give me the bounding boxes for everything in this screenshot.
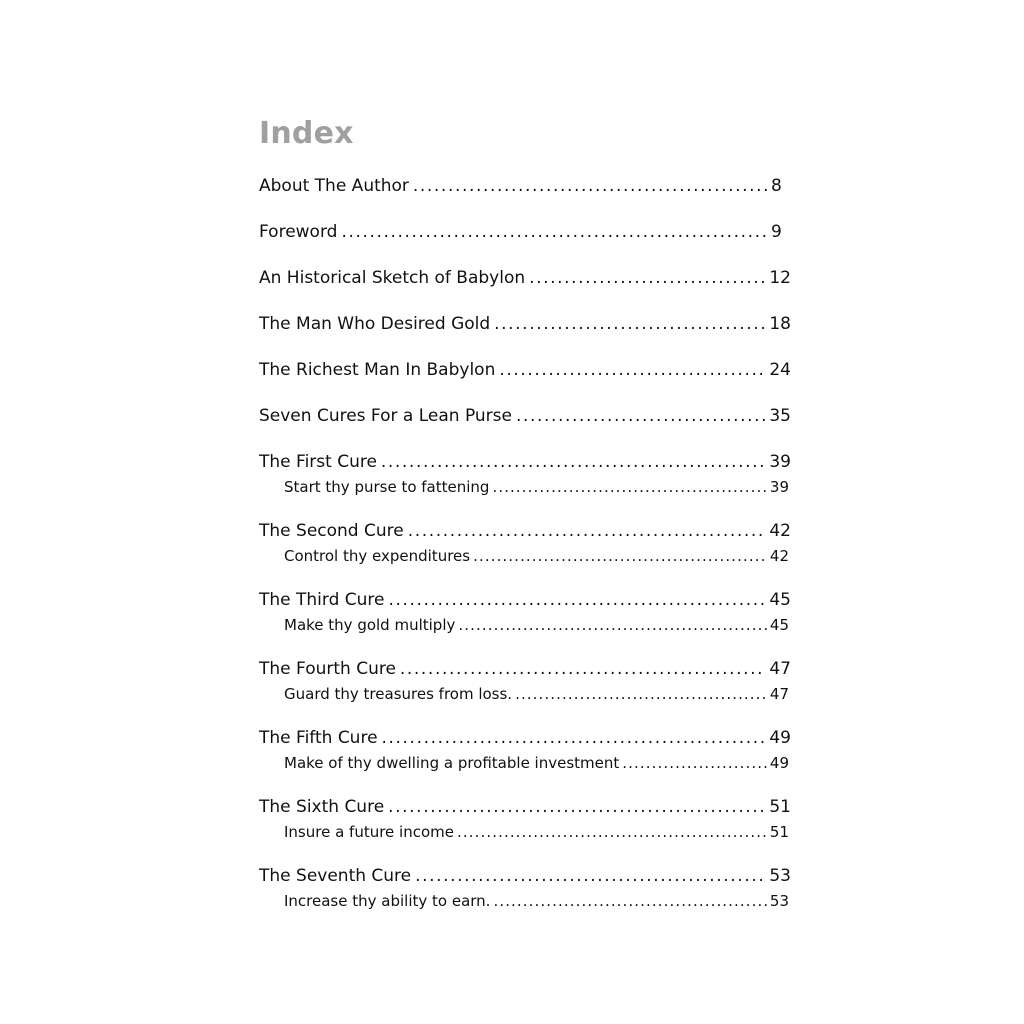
dot-leader bbox=[413, 176, 767, 196]
toc-entry-page: 35 bbox=[769, 406, 791, 426]
dot-leader bbox=[389, 590, 766, 610]
toc-subentry-page: 53 bbox=[769, 892, 789, 910]
toc-entry-label: The Fifth Cure bbox=[259, 728, 378, 748]
dot-leader bbox=[493, 892, 766, 910]
toc-entry bbox=[259, 452, 791, 496]
toc-row[interactable] bbox=[259, 866, 791, 886]
toc-subentry-row[interactable] bbox=[259, 823, 791, 841]
toc-entry-page: 51 bbox=[769, 797, 791, 817]
toc-subentry-label: Guard thy treasures from loss. bbox=[284, 685, 513, 703]
toc-row[interactable] bbox=[259, 222, 791, 242]
toc-entry-page: 18 bbox=[769, 314, 791, 334]
toc-row[interactable] bbox=[259, 314, 791, 334]
dot-leader bbox=[341, 222, 767, 242]
toc-entry-label: The Richest Man In Babylon bbox=[259, 360, 496, 380]
dot-leader bbox=[408, 521, 766, 541]
toc-row[interactable] bbox=[259, 728, 791, 748]
dot-leader bbox=[473, 547, 767, 565]
toc-subentry-row[interactable] bbox=[259, 754, 791, 772]
toc-subentry-row[interactable] bbox=[259, 547, 791, 565]
dot-leader bbox=[381, 452, 765, 472]
toc-row[interactable] bbox=[259, 659, 791, 679]
toc-entry bbox=[259, 268, 791, 288]
dot-leader bbox=[622, 754, 767, 772]
toc-subentry-row[interactable] bbox=[259, 685, 791, 703]
toc-entry bbox=[259, 590, 791, 634]
toc-entry-label: The Seventh Cure bbox=[259, 866, 412, 886]
dot-leader bbox=[400, 659, 765, 679]
toc-row[interactable] bbox=[259, 590, 791, 610]
page-title: Index bbox=[259, 116, 354, 151]
toc-subentry-label: Make thy gold multiply bbox=[284, 616, 456, 634]
toc-entry-page: 49 bbox=[769, 728, 791, 748]
toc-subentry-row[interactable] bbox=[259, 616, 791, 634]
toc-entry-page: 53 bbox=[769, 866, 791, 886]
dot-leader bbox=[515, 685, 767, 703]
toc-entry-label: An Historical Sketch of Babylon bbox=[259, 268, 526, 288]
dot-leader bbox=[382, 728, 766, 748]
dot-leader bbox=[529, 268, 765, 288]
toc-entry bbox=[259, 659, 791, 703]
dot-leader bbox=[458, 616, 767, 634]
toc-entry-label: The Man Who Desired Gold bbox=[259, 314, 491, 334]
toc-entry-page: 39 bbox=[769, 452, 791, 472]
toc-subentry-page: 39 bbox=[769, 478, 789, 496]
toc-row[interactable] bbox=[259, 797, 791, 817]
dot-leader bbox=[499, 360, 765, 380]
toc-entry-label: The Third Cure bbox=[259, 590, 385, 610]
toc-subentry-row[interactable] bbox=[259, 478, 791, 496]
toc-entry-page: 42 bbox=[769, 521, 791, 541]
toc-entry bbox=[259, 797, 791, 841]
toc-entry-label: The Second Cure bbox=[259, 521, 404, 541]
toc-entry bbox=[259, 728, 791, 772]
toc-entry bbox=[259, 521, 791, 565]
toc-row[interactable] bbox=[259, 406, 791, 426]
toc-subentry-label: Start thy purse to fattening bbox=[284, 478, 490, 496]
toc-entry-label: Seven Cures For a Lean Purse bbox=[259, 406, 512, 426]
dot-leader bbox=[492, 478, 766, 496]
toc-entry-page: 45 bbox=[769, 590, 791, 610]
toc-subentry-page: 45 bbox=[769, 616, 789, 634]
toc-entry-label: Foreword bbox=[259, 222, 338, 242]
toc-entry-page: 24 bbox=[769, 360, 791, 380]
toc-entry bbox=[259, 222, 791, 242]
dot-leader bbox=[516, 406, 765, 426]
index-page bbox=[259, 112, 791, 935]
table-of-contents bbox=[259, 176, 791, 910]
toc-entry bbox=[259, 314, 791, 334]
toc-subentry-label: Increase thy ability to earn. bbox=[284, 892, 491, 910]
toc-subentry-page: 49 bbox=[769, 754, 789, 772]
toc-subentry-label: Control thy expenditures bbox=[284, 547, 471, 565]
toc-entry-page: 12 bbox=[769, 268, 791, 288]
dot-leader bbox=[415, 866, 765, 886]
toc-entry-page: 9 bbox=[771, 222, 782, 242]
toc-entry-label: About The Author bbox=[259, 176, 409, 196]
toc-entry-label: The Fourth Cure bbox=[259, 659, 396, 679]
toc-entry-label: The First Cure bbox=[259, 452, 377, 472]
toc-subentry-label: Make of thy dwelling a profitable investment bbox=[284, 754, 620, 772]
toc-row[interactable] bbox=[259, 360, 791, 380]
toc-entry-page: 47 bbox=[769, 659, 791, 679]
toc-subentry-row[interactable] bbox=[259, 892, 791, 910]
dot-leader bbox=[388, 797, 765, 817]
toc-subentry-page: 47 bbox=[769, 685, 789, 703]
toc-subentry-page: 42 bbox=[769, 547, 789, 565]
toc-row[interactable] bbox=[259, 521, 791, 541]
dot-leader bbox=[457, 823, 767, 841]
toc-row[interactable] bbox=[259, 452, 791, 472]
dot-leader bbox=[494, 314, 765, 334]
toc-row[interactable] bbox=[259, 268, 791, 288]
toc-subentry-label: Insure a future income bbox=[284, 823, 454, 841]
toc-entry bbox=[259, 360, 791, 380]
toc-row[interactable] bbox=[259, 176, 791, 196]
toc-entry bbox=[259, 406, 791, 426]
toc-entry-label: The Sixth Cure bbox=[259, 797, 385, 817]
toc-subentry-page: 51 bbox=[769, 823, 789, 841]
toc-entry bbox=[259, 866, 791, 910]
toc-entry-page: 8 bbox=[771, 176, 782, 196]
toc-entry bbox=[259, 176, 791, 196]
